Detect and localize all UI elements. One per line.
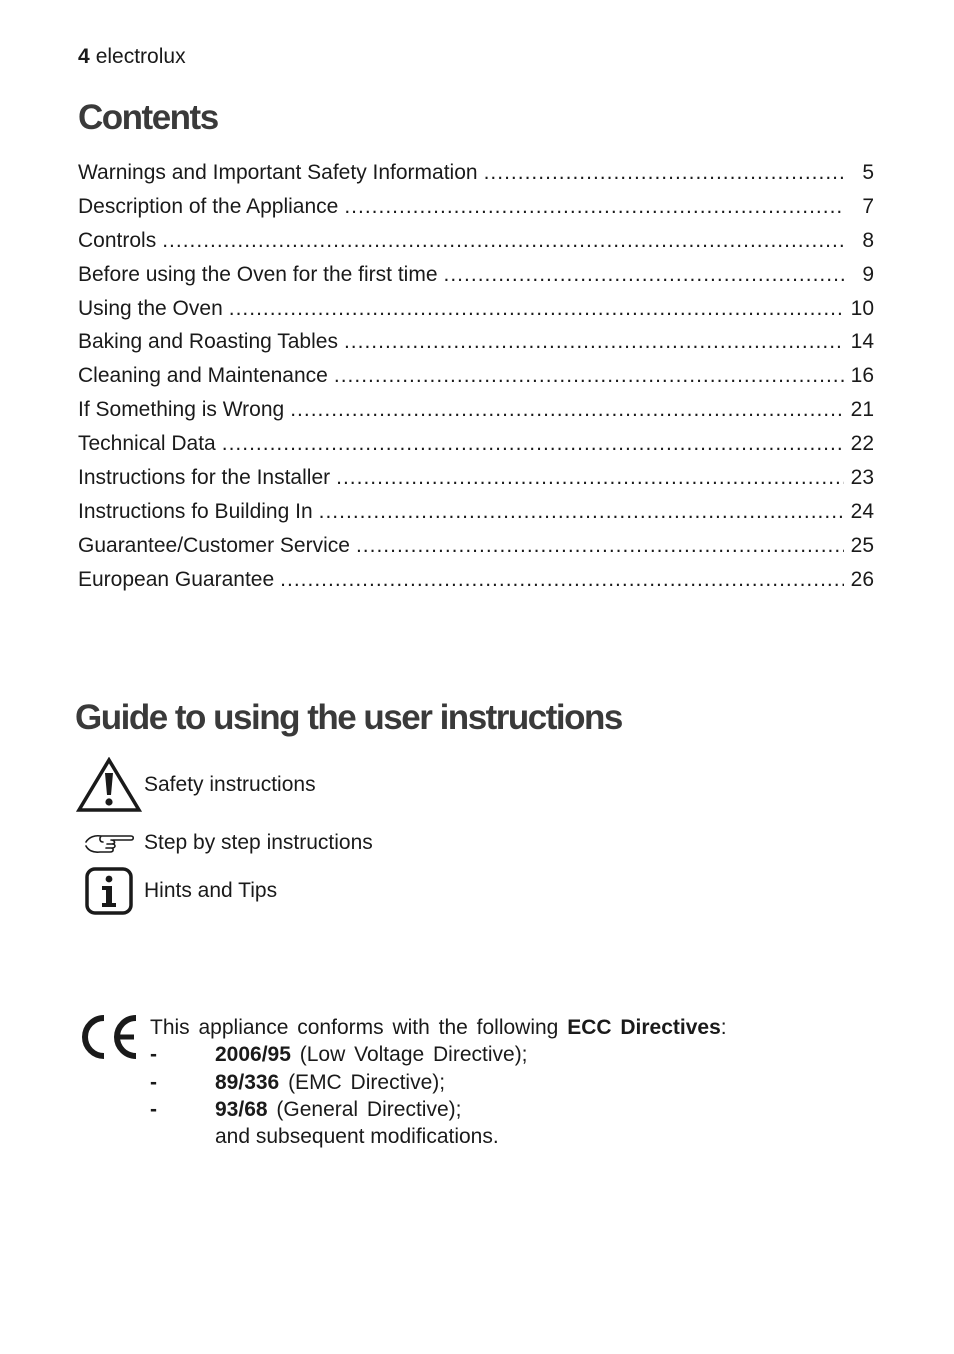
toc-dot-leader (356, 534, 844, 558)
guide-title: Guide to using the user instructions (75, 698, 622, 737)
directive-code: 93/68 (215, 1098, 268, 1121)
toc-entry (78, 195, 874, 229)
toc-entry (78, 466, 874, 500)
toc-entry-page: 23 (850, 466, 874, 490)
toc-entry-page: 26 (850, 567, 874, 591)
contents-title: Contents (78, 98, 218, 137)
conformity-closing: and subsequent modifications. (215, 1125, 499, 1148)
toc-dot-leader (444, 263, 844, 287)
toc-entry (78, 534, 874, 568)
toc-dot-leader (162, 229, 844, 253)
toc-dot-leader (344, 330, 844, 354)
directive-item (150, 1098, 461, 1122)
toc-entry (78, 297, 874, 331)
toc-entry (78, 568, 874, 602)
toc-entry-page: 14 (850, 330, 874, 354)
page-header (78, 45, 186, 69)
toc-entry (78, 161, 874, 195)
toc-entry-page: 5 (862, 161, 874, 184)
directive-code: 2006/95 (215, 1043, 291, 1066)
toc-entry-title: Guarantee/Customer Service (78, 533, 350, 557)
legend-steps-label: Step by step instructions (144, 831, 373, 854)
conformity-intro (150, 1016, 727, 1040)
legend-safety (76, 757, 316, 813)
toc-entry (78, 364, 874, 398)
toc-entry (78, 398, 874, 432)
brand-name: electrolux (95, 45, 186, 68)
directive-item (150, 1043, 528, 1067)
toc-dot-leader (334, 364, 844, 388)
toc-entry (78, 229, 874, 263)
toc-dot-leader (484, 161, 844, 185)
conformity-intro-end: : (720, 1016, 727, 1039)
toc-dot-leader (336, 466, 844, 490)
conformity-intro-text: This appliance conforms with the following (150, 1016, 568, 1039)
directive-item (150, 1071, 445, 1095)
info-icon (76, 866, 142, 916)
toc-entry-title: Instructions fo Building In (78, 499, 313, 523)
ce-mark-logo (78, 1012, 140, 1062)
toc-entry-title: Warnings and Important Safety Information (78, 161, 478, 184)
directive-dash: - (150, 1071, 157, 1094)
toc-entry-title: European Guarantee (78, 567, 275, 591)
toc-dot-leader (229, 297, 844, 321)
toc-entry-page: 10 (850, 296, 874, 320)
toc-entry-title: Baking and Roasting Tables (78, 330, 338, 354)
toc-entry-title: Before using the Oven for the first time (78, 262, 438, 286)
toc-entry (78, 330, 874, 364)
toc-entry-title: Cleaning and Maintenance (78, 364, 328, 388)
toc-entry-title: Instructions for the Installer (78, 466, 331, 490)
directive-dash: - (150, 1043, 157, 1066)
toc-dot-leader (319, 500, 844, 524)
toc-entry (78, 432, 874, 466)
toc-entry-title: If Something is Wrong (78, 398, 285, 422)
toc-entry-page: 21 (850, 398, 874, 422)
pointing-hand-icon (76, 828, 142, 858)
toc-entry-page: 8 (862, 228, 874, 252)
directive-description: (Low Voltage Directive); (290, 1043, 528, 1066)
toc-dot-leader (222, 432, 844, 456)
conformity-directives-label: ECC Directives (567, 1016, 721, 1039)
toc-dot-leader (280, 568, 844, 592)
legend-steps (76, 828, 373, 858)
toc-entry-page: 16 (850, 364, 874, 388)
legend-hints (76, 866, 277, 916)
legend-hints-label: Hints and Tips (144, 879, 278, 902)
table-of-contents (78, 161, 874, 602)
toc-entry-page: 9 (862, 262, 874, 286)
directive-dash: - (150, 1098, 157, 1121)
toc-entry-page: 7 (862, 194, 874, 218)
toc-entry-page: 25 (850, 533, 874, 557)
directive-description: (EMC Directive); (279, 1071, 446, 1094)
directive-code: 89/336 (215, 1071, 280, 1094)
toc-entry (78, 263, 874, 297)
page-number: 4 (78, 45, 90, 68)
toc-entry-title: Controls (78, 228, 157, 252)
toc-entry-page: 24 (850, 499, 874, 523)
toc-entry-title: Technical Data (78, 432, 216, 456)
directive-description: (General Directive); (267, 1098, 462, 1121)
toc-dot-leader (290, 398, 844, 422)
toc-entry-title: Using the Oven (78, 296, 223, 320)
toc-entry-page: 22 (850, 432, 874, 456)
legend-safety-label: Safety instructions (144, 773, 316, 796)
toc-dot-leader (344, 195, 844, 219)
toc-entry (78, 500, 874, 534)
toc-entry-title: Description of the Appliance (78, 194, 339, 218)
warning-triangle-icon (76, 757, 142, 813)
